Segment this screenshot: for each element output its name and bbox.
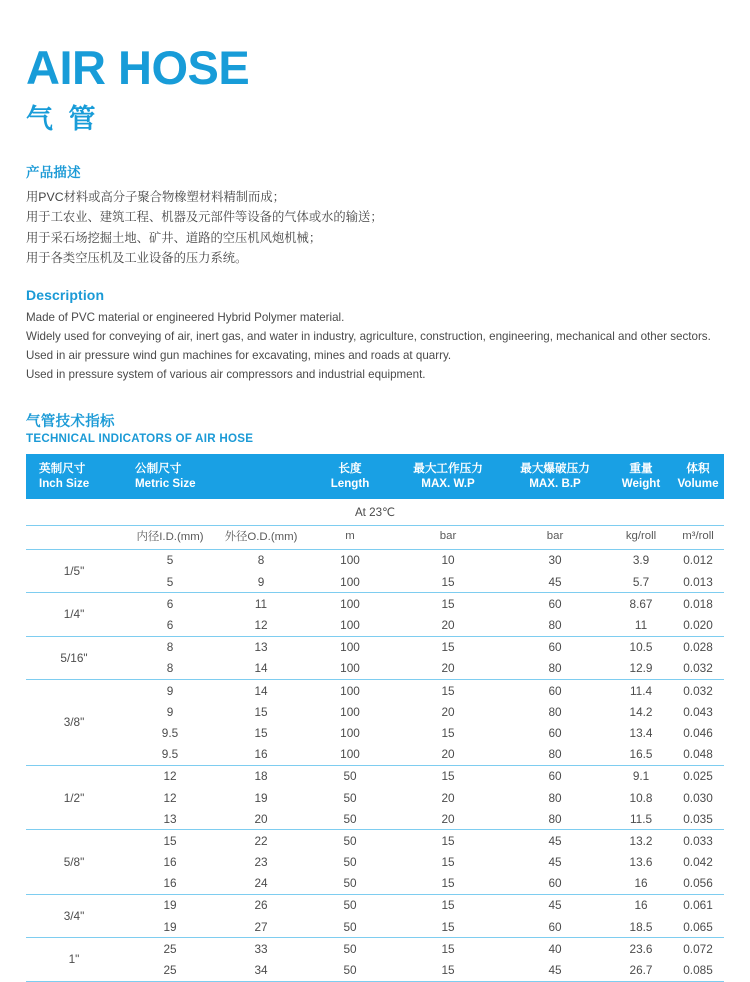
cell-inch-size: 1/4": [26, 593, 122, 636]
cell-outer-diameter: 34: [218, 959, 304, 981]
cell-burst-pressure: 80: [500, 658, 610, 680]
cell-inner-diameter: 25: [122, 959, 218, 981]
cell-inner-diameter: 9: [166, 704, 174, 719]
table-row: [26, 722, 724, 743]
cell-volume: 0.035: [672, 808, 724, 830]
cell-volume: 0.042: [683, 855, 713, 870]
cell-volume: 0.018: [683, 596, 713, 611]
cell-inner-diameter: 8: [166, 640, 174, 655]
cell-burst-pressure: 45: [500, 571, 610, 593]
cell-outer-diameter: 16: [218, 744, 304, 766]
cell-working-pressure: 15: [441, 833, 455, 848]
cell-weight: 11: [610, 614, 672, 636]
cell-length: 100: [340, 683, 360, 698]
cell-burst-pressure: 60: [500, 873, 610, 895]
cell-working-pressure: 15: [441, 725, 455, 740]
cell-inch-size: 5/8": [26, 830, 122, 895]
table-units-row: [26, 525, 724, 549]
cell-working-pressure: 15: [396, 916, 500, 938]
cell-weight: 10.5: [629, 640, 653, 655]
cell-length: 100: [304, 614, 396, 636]
cell-burst-pressure: 60: [548, 769, 562, 784]
product-description-line: 用于采石场挖掘土地、矿井、道路的空压机风炮机械；: [26, 230, 322, 245]
cell-inner-diameter: 16: [163, 855, 177, 870]
unit-cell-length: m: [304, 525, 396, 549]
cell-inner-diameter: 16: [122, 873, 218, 895]
unit-cell-weight: kg/roll: [610, 525, 672, 549]
cell-volume: 0.032: [683, 683, 713, 698]
cell-working-pressure: 15: [441, 683, 455, 698]
cell-inch-size: 1/2": [26, 765, 122, 830]
cell-working-pressure: 15: [441, 941, 455, 956]
cell-outer-diameter: 27: [218, 916, 304, 938]
cell-inner-diameter: 25: [163, 941, 177, 956]
cell-working-pressure: 20: [441, 704, 455, 719]
table-row: [26, 852, 724, 873]
cell-burst-pressure: 45: [548, 898, 562, 913]
cell-inner-diameter: 19: [122, 916, 218, 938]
cell-outer-diameter: 20: [218, 808, 304, 830]
page-title-chinese: 气 管: [26, 103, 100, 134]
cell-burst-pressure: 60: [500, 916, 610, 938]
cell-burst-pressure: 80: [500, 744, 610, 766]
cell-weight: 16: [634, 898, 648, 913]
cell-inner-diameter: 13: [122, 808, 218, 830]
cell-burst-pressure: 45: [500, 959, 610, 981]
cell-burst-pressure: 60: [548, 725, 562, 740]
cell-outer-diameter: 33: [254, 941, 268, 956]
cell-weight: 3.9: [632, 553, 650, 568]
cell-inner-diameter: 5: [166, 553, 174, 568]
cell-volume: 0.012: [683, 553, 713, 568]
column-header-length: 长度 Length: [304, 454, 396, 499]
cell-inner-diameter: 15: [163, 833, 177, 848]
cell-outer-diameter: 23: [254, 855, 268, 870]
table-row: [26, 787, 724, 808]
column-header-max-burst-pressure: 最大爆破压力 MAX. B.P: [500, 454, 610, 499]
cell-length: 50: [304, 808, 396, 830]
cell-volume: 0.025: [683, 769, 713, 784]
column-header-weight: 重量 Weight: [610, 454, 672, 499]
cell-weight: 11.5: [610, 808, 672, 830]
cell-volume: 0.072: [683, 941, 713, 956]
table-row: [26, 636, 724, 658]
cell-inner-diameter: 19: [163, 898, 177, 913]
table-row: [26, 701, 724, 722]
cell-inner-diameter: 6: [122, 614, 218, 636]
cell-weight: 16: [610, 873, 672, 895]
cell-working-pressure: 15: [441, 596, 455, 611]
cell-length: 100: [340, 704, 360, 719]
table-row: [26, 549, 724, 571]
cell-inner-diameter: 9.5: [161, 725, 179, 740]
cell-working-pressure: 15: [441, 855, 455, 870]
cell-inner-diameter: 8: [122, 658, 218, 680]
table-row: [26, 894, 724, 916]
cell-length: 50: [343, 855, 357, 870]
cell-volume: 0.028: [683, 640, 713, 655]
cell-inner-diameter: 9: [166, 683, 174, 698]
cell-working-pressure: 15: [441, 640, 455, 655]
table-header-row: [26, 454, 724, 499]
cell-weight: 10.8: [629, 790, 653, 805]
table-row: [26, 765, 724, 787]
cell-length: 50: [343, 769, 357, 784]
column-header-volume: 体积 Volume: [672, 454, 724, 499]
specifications-table: [26, 454, 724, 982]
cell-outer-diameter: 18: [254, 769, 268, 784]
cell-inner-diameter: 9.5: [122, 744, 218, 766]
unit-cell-volume: m³/roll: [672, 525, 724, 549]
table-row: [26, 916, 724, 938]
cell-length: 100: [304, 658, 396, 680]
column-header-metric-size: 公制尺寸 Metric Size: [122, 454, 304, 499]
cell-volume: 0.056: [672, 873, 724, 895]
cell-inner-diameter: 12: [163, 790, 177, 805]
cell-working-pressure: 20: [396, 658, 500, 680]
table-row: [26, 830, 724, 852]
cell-weight: 9.1: [632, 769, 650, 784]
cell-length: 50: [343, 790, 357, 805]
cell-weight: 11.4: [629, 683, 653, 698]
cell-outer-diameter: 11: [254, 596, 268, 611]
cell-inch-size: 1": [26, 938, 122, 981]
cell-outer-diameter: 22: [254, 833, 268, 848]
cell-length: 100: [304, 744, 396, 766]
unit-cell-burst-pressure: bar: [500, 525, 610, 549]
table-row: [26, 593, 724, 615]
description-heading: Description: [26, 286, 105, 303]
cell-working-pressure: 15: [441, 769, 455, 784]
cell-length: 50: [304, 873, 396, 895]
column-header-max-working-pressure: 最大工作压力 MAX. W.P: [396, 454, 500, 499]
table-row: [26, 938, 724, 960]
unit-cell-inner-diameter: 内径I.D.(mm): [122, 525, 218, 549]
cell-inch-size: 1/5": [26, 549, 122, 592]
cell-volume: 0.048: [672, 744, 724, 766]
cell-length: 50: [343, 941, 357, 956]
table-row: [26, 873, 724, 895]
cell-volume: 0.030: [683, 790, 713, 805]
cell-burst-pressure: 45: [548, 855, 562, 870]
table-row: [26, 808, 724, 830]
cell-outer-diameter: 14: [218, 658, 304, 680]
cell-working-pressure: 20: [441, 790, 455, 805]
column-header-inch-size: 英制尺寸 Inch Size: [26, 454, 122, 499]
cell-weight: 12.9: [610, 658, 672, 680]
cell-weight: 14.2: [629, 704, 653, 719]
cell-weight: 26.7: [610, 959, 672, 981]
cell-volume: 0.043: [683, 704, 713, 719]
description-line: Used in air pressure wind gun machines for excavating, mines and roads at quarry.: [26, 348, 452, 362]
cell-length: 50: [343, 833, 357, 848]
cell-outer-diameter: 15: [254, 725, 268, 740]
cell-outer-diameter: 26: [254, 898, 268, 913]
cell-working-pressure: 15: [396, 873, 500, 895]
product-description-line: 用于各类空压机及工业设备的压力系统。: [26, 251, 248, 266]
cell-length: 50: [304, 916, 396, 938]
table-row: [26, 744, 724, 766]
cell-burst-pressure: 80: [548, 704, 562, 719]
cell-working-pressure: 15: [396, 571, 500, 593]
cell-weight: 5.7: [610, 571, 672, 593]
cell-outer-diameter: 12: [218, 614, 304, 636]
product-description-heading: 产品描述: [26, 164, 81, 180]
cell-volume: 0.013: [672, 571, 724, 593]
cell-outer-diameter: 24: [218, 873, 304, 895]
cell-burst-pressure: 60: [548, 596, 562, 611]
cell-volume: 0.046: [683, 725, 713, 740]
product-description-line: 用PVC材料或高分子聚合物橡塑材料精制而成；: [26, 189, 285, 204]
cell-length: 50: [304, 959, 396, 981]
cell-length: 100: [340, 640, 360, 655]
cell-volume: 0.020: [672, 614, 724, 636]
cell-burst-pressure: 60: [548, 640, 562, 655]
cell-weight: 13.2: [629, 833, 653, 848]
cell-inner-diameter: 6: [166, 596, 174, 611]
condition-note: At 23℃: [26, 499, 724, 526]
cell-burst-pressure: 80: [548, 790, 562, 805]
cell-length: 100: [340, 596, 360, 611]
cell-weight: 8.67: [629, 596, 653, 611]
cell-inner-diameter: 5: [122, 571, 218, 593]
cell-working-pressure: 10: [441, 553, 455, 568]
cell-length: 100: [304, 571, 396, 593]
cell-working-pressure: 20: [396, 744, 500, 766]
cell-working-pressure: 15: [396, 959, 500, 981]
cell-inch-size: 3/4": [26, 894, 122, 937]
cell-burst-pressure: 80: [500, 614, 610, 636]
cell-length: 100: [340, 725, 360, 740]
cell-burst-pressure: 80: [500, 808, 610, 830]
product-description-line: 用于工农业、建筑工程、机器及元部件等设备的气体或水的输送；: [26, 210, 383, 225]
cell-working-pressure: 20: [396, 808, 500, 830]
cell-volume: 0.033: [683, 833, 713, 848]
cell-inner-diameter: 12: [163, 769, 177, 784]
cell-weight: 23.6: [629, 941, 653, 956]
product-description-body: [26, 187, 724, 269]
cell-outer-diameter: 15: [254, 704, 268, 719]
unit-cell-outer-diameter: 外径O.D.(mm): [218, 525, 304, 549]
technical-indicators-heading-chinese: 气管技术指标: [26, 413, 115, 430]
cell-length: 50: [343, 898, 357, 913]
cell-burst-pressure: 40: [548, 941, 562, 956]
cell-outer-diameter: 14: [254, 683, 268, 698]
description-body: [26, 308, 724, 384]
description-line: Used in pressure system of various air compressors and industrial equipment.: [26, 367, 426, 381]
cell-weight: 16.5: [610, 744, 672, 766]
cell-weight: 13.4: [629, 725, 653, 740]
cell-outer-diameter: 19: [254, 790, 268, 805]
page-title: AIR HOSE: [26, 41, 250, 94]
table-row: [26, 614, 724, 636]
description-line: Widely used for conveying of air, inert gas, and water in industry, agriculture, construction, engineering, mechanical and other sectors.: [26, 329, 711, 343]
cell-weight: 13.6: [629, 855, 653, 870]
technical-indicators-heading-english: TECHNICAL INDICATORS OF AIR HOSE: [26, 431, 254, 445]
description-line: Made of PVC material or engineered Hybrid Polymer material.: [26, 310, 345, 324]
unit-cell-working-pressure: bar: [396, 525, 500, 549]
cell-working-pressure: 15: [441, 898, 455, 913]
table-row: [26, 571, 724, 593]
table-body: [26, 549, 724, 981]
cell-outer-diameter: 9: [218, 571, 304, 593]
table-row: [26, 959, 724, 981]
table-row: [26, 680, 724, 702]
cell-outer-diameter: 13: [254, 640, 268, 655]
table-condition-row: [26, 499, 724, 526]
cell-outer-diameter: 8: [257, 553, 265, 568]
cell-inch-size: 5/16": [26, 636, 122, 679]
cell-volume: 0.085: [672, 959, 724, 981]
cell-burst-pressure: 45: [548, 833, 562, 848]
table-row: [26, 658, 724, 680]
cell-volume: 0.065: [672, 916, 724, 938]
cell-volume: 0.061: [683, 898, 713, 913]
cell-working-pressure: 20: [396, 614, 500, 636]
cell-burst-pressure: 60: [548, 683, 562, 698]
cell-length: 100: [340, 553, 360, 568]
cell-inch-size: 3/8": [26, 680, 122, 766]
unit-cell: [26, 525, 122, 549]
cell-volume: 0.032: [672, 658, 724, 680]
cell-weight: 18.5: [610, 916, 672, 938]
cell-burst-pressure: 30: [548, 553, 562, 568]
